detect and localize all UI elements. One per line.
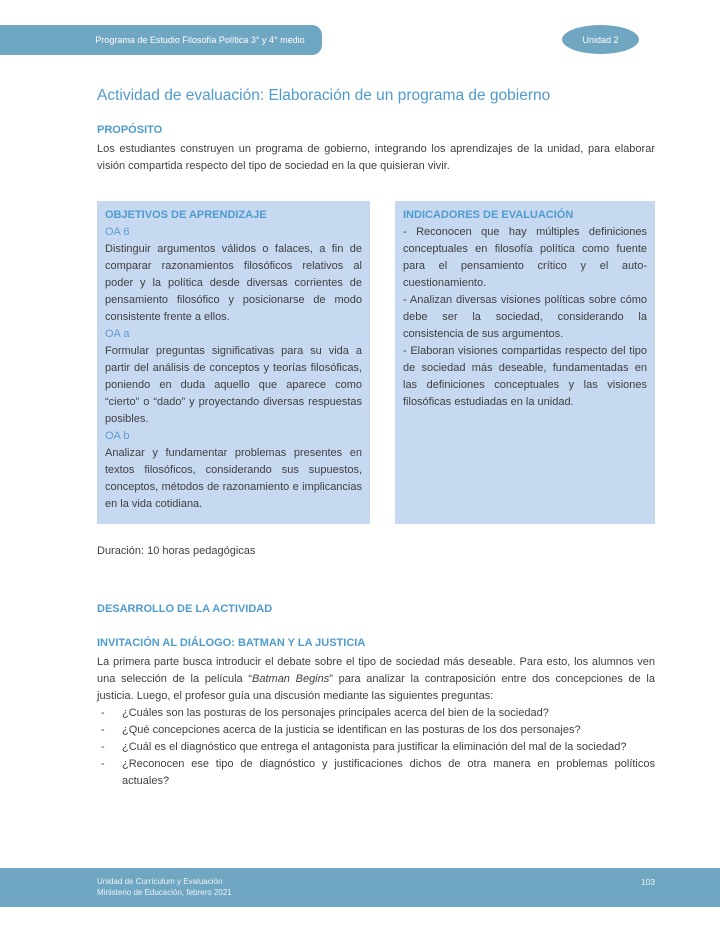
indicador-text-1: - Analizan diversas visiones políticas sobre cómo debe ser la sociedad, considerando la consistencia de sus argumentos. (403, 294, 647, 340)
footer-bar (0, 868, 720, 907)
objetivos-box (97, 201, 370, 524)
bullet-marker: - (101, 741, 105, 753)
objetivos-heading: OBJETIVOS DE APRENDIZAJE (105, 209, 267, 221)
oa-code-2: OA b (105, 430, 130, 442)
list-item (97, 705, 655, 722)
indicadores-heading: INDICADORES DE EVALUACIÓN (403, 209, 574, 221)
proposito-heading: PROPÓSITO (97, 124, 163, 136)
invitacion-intro-paragraph (97, 654, 655, 705)
intro-text-before: La primera parte busca introducir el debate sobre el tipo de sociedad más deseable. Para esto, los alumnos ven una selección de la película “ (97, 656, 655, 685)
oa-text-1: Formular preguntas significativas para su vida a partir del análisis de conceptos y teorías filosóficas, poniendo en duda aquello que aparece como “cierto” o “dado” y proyectando diversas respuestas posibles. (105, 345, 362, 425)
list-item (97, 722, 655, 739)
desarrollo-heading: DESARROLLO DE LA ACTIVIDAD (97, 603, 273, 615)
list-item (97, 739, 655, 756)
program-header-label: Programa de Estudio Filosofía Política 3° y 4° medio (95, 35, 305, 45)
proposito-text: Los estudiantes construyen un programa de gobierno, integrando los aprendizajes de la unidad, para elaborar visión compartida respecto del tipo de sociedad en la que quisieran vivir. (97, 143, 655, 172)
duration-text: Duración: 10 horas pedagógicas (97, 545, 256, 557)
indicador-text-2: - Elaboran visiones compartidas respecto del tipo de sociedad más deseable, fundamentadas en las definiciones conceptuales y las visiones filosóficas estudiadas en la unidad. (403, 345, 647, 408)
page-title: Actividad de evaluación: Elaboración de un programa de gobierno (97, 87, 551, 104)
discussion-questions-list (97, 705, 655, 790)
program-header-bar (0, 25, 322, 55)
question-text-3: ¿Reconocen ese tipo de diagnóstico y justificaciones dichos de otra manera en problemas políticos actuales? (122, 758, 655, 787)
question-text-1: ¿Qué concepciones acerca de la justicia se identifican en las posturas de los dos personajes? (122, 724, 581, 736)
invitacion-heading: INVITACIÓN AL DIÁLOGO: BATMAN Y LA JUSTICIA (97, 637, 366, 649)
bullet-marker: - (101, 707, 105, 719)
question-text-0: ¿Cuáles son las posturas de los personajes principales acerca del bien de la sociedad? (122, 707, 549, 719)
page-number: 103 (640, 877, 655, 887)
question-text-2: ¿Cuál es el diagnóstico que entrega el antagonista para justificar la eliminación del mal de la sociedad? (122, 741, 627, 753)
bullet-marker: - (101, 758, 105, 770)
footer-org-line2: Ministerio de Educación, febrero 2021 (97, 888, 232, 897)
footer-org-line1: Unidad de Currículum y Evaluación (97, 877, 223, 886)
movie-title: Batman Begins (252, 673, 330, 685)
oa-text-0: Distinguir argumentos válidos o falaces, a fin de comparar razonamientos filosóficos relativos al poder y la política desde diversas corrientes de pensamiento filosófico y posicionarse de modo consistente frente a ellos. (105, 243, 362, 323)
objectives-indicators-columns (97, 201, 655, 524)
indicador-text-0: - Reconocen que hay múltiples definiciones conceptuales en filosofía política como fuente para el pensamiento crítico y el auto-cuestionamiento. (403, 226, 647, 289)
unit-badge (562, 25, 639, 54)
intro-text-after: ” para analizar la contraposición entre dos concepciones de la justicia. Luego, el profesor guía una discusión mediante las siguientes preguntas: (97, 673, 655, 702)
unit-badge-label: Unidad 2 (582, 34, 619, 45)
bullet-marker: - (101, 724, 105, 736)
indicadores-box (395, 201, 655, 524)
list-item (97, 756, 655, 790)
oa-code-1: OA a (105, 328, 130, 340)
oa-code-0: OA 6 (105, 226, 130, 238)
oa-text-2: Analizar y fundamentar problemas presentes en textos filosóficos, considerando sus supuestos, conceptos, métodos de razonamiento e implicancias en la vida cotidiana. (105, 447, 362, 510)
